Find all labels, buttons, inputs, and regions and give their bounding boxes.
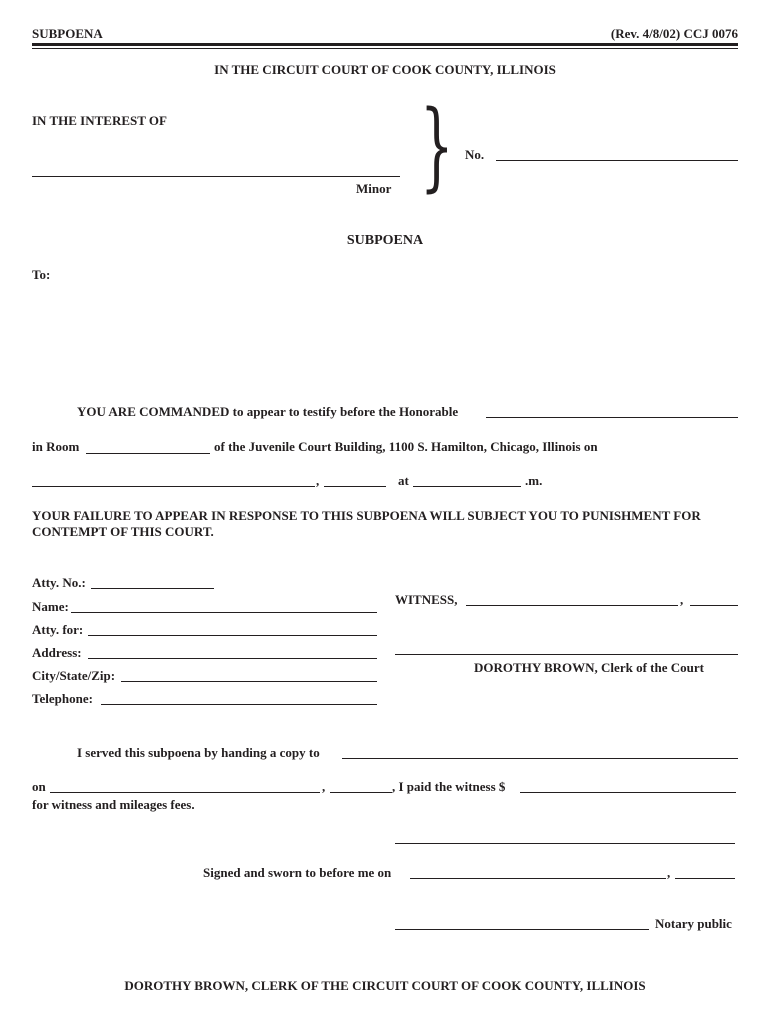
notary-public-label: Notary public [655, 916, 732, 931]
served-text: I served this subpoena by handing a copy to [77, 745, 320, 760]
case-number-label: No. [465, 147, 485, 162]
city-state-zip-label: City/State/Zip: [32, 668, 116, 683]
to-label: To: [32, 267, 51, 282]
judge-name-line[interactable] [486, 417, 738, 418]
atty-no-label: Atty. No.: [32, 575, 86, 590]
interest-of-label: IN THE INTEREST OF [32, 113, 167, 128]
sworn-comma: , [667, 865, 671, 880]
date-comma: , [316, 473, 320, 488]
building-text: of the Juvenile Court Building, 1100 S. Hamilton, Chicago, Illinois on [214, 439, 598, 454]
address-label: Address: [32, 645, 82, 660]
case-number-line[interactable] [496, 160, 738, 161]
am-pm-label: .m. [525, 473, 543, 488]
atty-for-label: Atty. for: [32, 622, 84, 637]
court-name: IN THE CIRCUIT COURT OF COOK COUNTY, ILLINOIS [214, 62, 556, 77]
header-revision: (Rev. 4/8/02) CCJ 0076 [610, 26, 738, 41]
witness-comma: , [680, 592, 684, 607]
appearance-year-line[interactable] [324, 486, 386, 487]
clerk-of-court-label: DOROTHY BROWN, Clerk of the Court [474, 660, 704, 675]
header-rule-thin [32, 48, 738, 49]
served-date-line[interactable] [50, 792, 320, 793]
document-title: SUBPOENA [346, 233, 424, 248]
witness-year-line[interactable] [690, 605, 738, 606]
witness-label: WITNESS, [395, 592, 458, 607]
room-label: in Room [32, 439, 80, 454]
server-signature-line[interactable] [395, 843, 735, 844]
witness-fee-line[interactable] [520, 792, 736, 793]
sworn-text: Signed and sworn to before me on [203, 865, 392, 880]
clerk-signature-line[interactable] [395, 654, 738, 655]
notary-signature-line[interactable] [395, 929, 649, 930]
appearance-date-line[interactable] [32, 486, 315, 487]
caption-brace: } [420, 90, 454, 202]
contempt-warning: YOUR FAILURE TO APPEAR IN RESPONSE TO THIS SUBPOENA WILL SUBJECT YOU TO PUNISHMENT FOR CONTEMPT OF THIS COURT. [32, 508, 701, 539]
minor-label: Minor [356, 181, 392, 196]
at-label: at [398, 473, 409, 488]
paid-witness-text: , I paid the witness $ [392, 779, 506, 794]
telephone-line[interactable] [101, 704, 377, 705]
served-comma: , [322, 779, 326, 794]
sworn-year-line[interactable] [675, 878, 735, 879]
atty-no-line[interactable] [91, 588, 214, 589]
header-form-title: SUBPOENA [32, 26, 103, 41]
witness-date-line[interactable] [466, 605, 678, 606]
room-number-line[interactable] [86, 453, 210, 454]
city-state-zip-line[interactable] [121, 681, 377, 682]
name-label: Name: [32, 599, 69, 614]
address-line[interactable] [88, 658, 377, 659]
sworn-date-line[interactable] [410, 878, 666, 879]
footer-clerk: DOROTHY BROWN, CLERK OF THE CIRCUIT COURT OF COOK COUNTY, ILLINOIS [124, 978, 646, 993]
atty-for-line[interactable] [88, 635, 377, 636]
name-line[interactable] [71, 612, 377, 613]
served-on-label: on [32, 779, 46, 794]
fees-text: for witness and mileages fees. [32, 797, 195, 812]
header-rule-thick [32, 43, 738, 46]
commanded-text: YOU ARE COMMANDED to appear to testify before the Honorable [77, 404, 459, 419]
served-person-line[interactable] [342, 758, 738, 759]
telephone-label: Telephone: [32, 691, 93, 706]
appearance-time-line[interactable] [413, 486, 521, 487]
served-year-line[interactable] [330, 792, 392, 793]
minor-name-line[interactable] [32, 176, 400, 177]
